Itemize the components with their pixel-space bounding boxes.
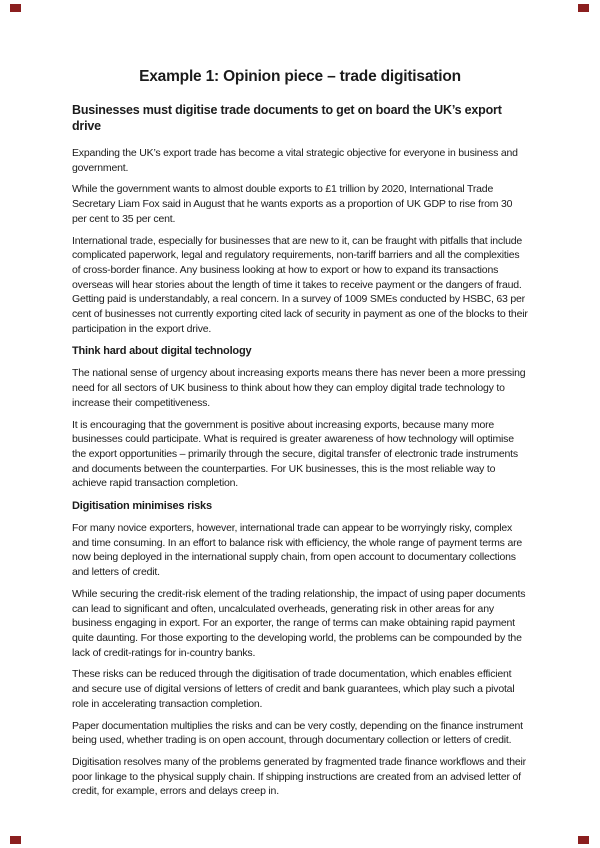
paragraph-digital-1: The national sense of urgency about increasing exports means there has never been a more pressing need for all sectors of UK business to think about how they can employ digital trade technology to increase their competitiveness. xyxy=(72,367,526,409)
paragraph-risks-2: While securing the credit-risk element of the trading relationship, the impact of using paper documents can lead to significant and often, uncalculated overheads, generating risk in other areas for any business engaging in export. For an exporter, the range of terms can make obtaining rapid payment quite daunting. For those exporting to the developing world, the problems can be compounded by the lack of credit-ratings for in-country banks. xyxy=(72,587,526,659)
paragraph-intro-1: Expanding the UK’s export trade has become a vital strategic objective for everyone in business and government. xyxy=(72,147,518,174)
paragraph-intro-2: While the government wants to almost double exports to £1 trillion by 2020, International Trade Secretary Liam Fox said in August that he wants exports as a proportion of UK GDP to rise from 30 per cent to 35 per cent. xyxy=(72,183,513,225)
paragraph-risks-1: For many novice exporters, however, international trade can appear to be worryingly risky, complex and time consuming. In an effort to balance risk with efficiency, the whole range of payment terms are now being deployed in the international supply chain, from open account to documentary collections and letters of credit. xyxy=(72,522,523,579)
article-headline: Businesses must digitise trade documents to get on board the UK’s export drive xyxy=(72,103,502,133)
corner-marker-bottom-left xyxy=(10,836,21,844)
paragraph-risks-5: Digitisation resolves many of the problems generated by fragmented trade finance workflows and their poor linkage to the physical supply chain. If shipping instructions are created from an advised letter of credit, for example, errors and delays creep in. xyxy=(72,755,526,798)
paragraph-digital-2: It is encouraging that the government is positive about increasing exports, because many more businesses could participate. What is required is greater awareness of how technology will optimise the export opportunities – primarily through the secure, digital transfer of electronic trade instruments and documents between the counterparties. For UK businesses, this is the most reliable way to achieve rapid transaction completion. xyxy=(72,418,518,490)
paragraph-risks-3: These risks can be reduced through the digitisation of trade documentation, which enables efficient and secure use of digital versions of letters of credit and bank guarantees, which play such a pivotal role in accelerating transaction completion. xyxy=(72,668,515,710)
corner-marker-bottom-right xyxy=(578,836,589,844)
paragraph-risks-4: Paper documentation multiplies the risks and can be very costly, depending on the finance instrument being used, whether trading is on open account, through documentary collection or letters of credit. xyxy=(72,719,523,747)
page-title: Example 1: Opinion piece – trade digitisation xyxy=(139,68,461,85)
section-heading-digitisation-risks: Digitisation minimises risks xyxy=(72,500,212,513)
section-heading-digital-technology: Think hard about digital technology xyxy=(72,345,252,358)
paragraph-intro-3: International trade, especially for businesses that are new to it, can be fraught with pitfalls that include complicated paperwork, legal and regulatory requirements, non-tariff barriers and all the complexities of cross-border finance. Any business looking at how to export or how to expand its transactions overseas will hear stories about the length of time it takes to receive payment or the dangers of fraud. Getting paid is understandably, a real concern. In a survey of 1009 SMEs conducted by HSBC, 63 per cent of businesses not currently exporting cited lack of security in payment as one of the blocks to their participation in the export drive. xyxy=(72,234,528,335)
